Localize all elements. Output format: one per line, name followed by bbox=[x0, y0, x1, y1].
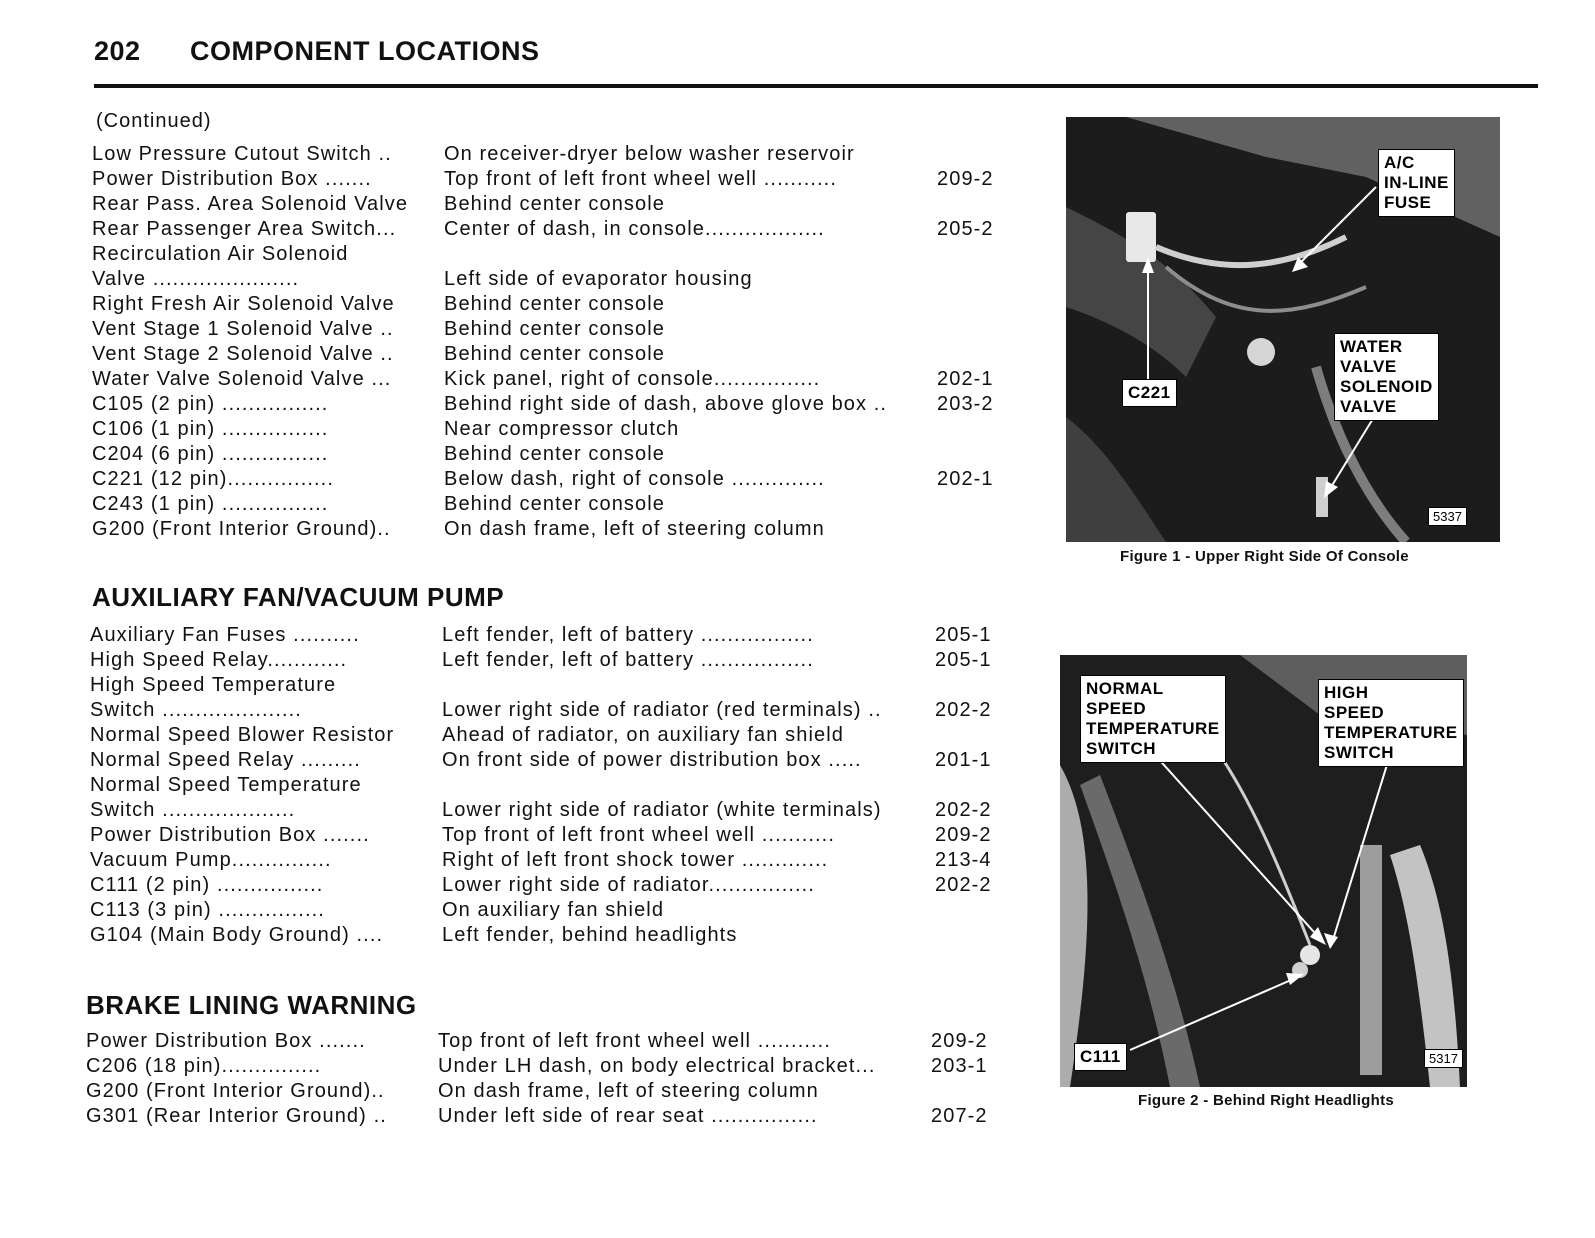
page-header bbox=[94, 36, 1538, 88]
component-location: Ahead of radiator, on auxiliary fan shield bbox=[442, 724, 844, 746]
component-name: Recirculation Air Solenoid bbox=[92, 243, 349, 265]
component-name: G200 (Front Interior Ground).. bbox=[92, 518, 391, 540]
component-name: High Speed Relay............ bbox=[90, 649, 348, 671]
component-location: Behind right side of dash, above glove box .. bbox=[444, 393, 888, 415]
component-location: Left fender, behind headlights bbox=[442, 924, 738, 946]
page-title: COMPONENT LOCATIONS bbox=[190, 36, 540, 66]
diagram-reference: 202-2 bbox=[935, 874, 992, 896]
callout-c111: C111 bbox=[1074, 1043, 1127, 1071]
component-location: Behind center console bbox=[444, 293, 666, 315]
figure-1-photo bbox=[1066, 117, 1500, 542]
component-location: Top front of left front wheel well ........... bbox=[444, 168, 837, 190]
figure-1-number: 5337 bbox=[1428, 507, 1467, 526]
callout-c221: C221 bbox=[1122, 379, 1177, 407]
diagram-reference: 202-2 bbox=[935, 699, 992, 721]
component-name: Vent Stage 1 Solenoid Valve .. bbox=[92, 318, 394, 340]
component-name: C113 (3 pin) ................ bbox=[90, 899, 325, 921]
component-name: Right Fresh Air Solenoid Valve bbox=[92, 293, 395, 315]
diagram-reference: 209-2 bbox=[935, 824, 992, 846]
component-name: C204 (6 pin) ................ bbox=[92, 443, 329, 465]
callout-ac-inline-fuse: A/C IN-LINE FUSE bbox=[1378, 149, 1455, 217]
component-name: Vacuum Pump............... bbox=[90, 849, 332, 871]
figure-1-caption: Figure 1 - Upper Right Side Of Console bbox=[1120, 548, 1409, 565]
component-name: Auxiliary Fan Fuses .......... bbox=[90, 624, 360, 646]
component-name: Switch .................... bbox=[90, 799, 296, 821]
component-name: G104 (Main Body Ground) .... bbox=[90, 924, 384, 946]
component-name: Power Distribution Box ....... bbox=[90, 824, 370, 846]
component-name: C105 (2 pin) ................ bbox=[92, 393, 329, 415]
figure-2-number: 5317 bbox=[1424, 1049, 1463, 1068]
diagram-reference: 201-1 bbox=[935, 749, 992, 771]
diagram-reference: 205-1 bbox=[935, 649, 992, 671]
component-name: Low Pressure Cutout Switch .. bbox=[92, 143, 392, 165]
component-location: Right of left front shock tower ............. bbox=[442, 849, 829, 871]
component-location: On auxiliary fan shield bbox=[442, 899, 665, 921]
component-location: Behind center console bbox=[444, 443, 666, 465]
diagram-reference: 205-2 bbox=[937, 218, 994, 240]
component-location: Lower right side of radiator (red terminals) .. bbox=[442, 699, 882, 721]
callout-normal-speed-temperature-switch: NORMAL SPEED TEMPERATURE SWITCH bbox=[1080, 675, 1226, 763]
component-location: On dash frame, left of steering column bbox=[444, 518, 825, 540]
diagram-reference: 203-2 bbox=[937, 393, 994, 415]
component-name: C206 (18 pin)............... bbox=[86, 1055, 322, 1077]
component-name: Power Distribution Box ....... bbox=[92, 168, 372, 190]
diagram-reference: 202-2 bbox=[935, 799, 992, 821]
diagram-reference: 209-2 bbox=[937, 168, 994, 190]
component-location: Below dash, right of console .............. bbox=[444, 468, 825, 490]
diagram-reference: 202-1 bbox=[937, 368, 994, 390]
component-name: G200 (Front Interior Ground).. bbox=[86, 1080, 385, 1102]
component-location: Top front of left front wheel well ........... bbox=[442, 824, 835, 846]
component-location: On dash frame, left of steering column bbox=[438, 1080, 819, 1102]
component-name: C111 (2 pin) ................ bbox=[90, 874, 324, 896]
component-name: Power Distribution Box ....... bbox=[86, 1030, 366, 1052]
component-location: Center of dash, in console.................. bbox=[444, 218, 825, 240]
continued-label: (Continued) bbox=[96, 110, 212, 132]
component-name: Rear Pass. Area Solenoid Valve bbox=[92, 193, 409, 215]
component-location: Behind center console bbox=[444, 493, 666, 515]
component-location: Left fender, left of battery ................. bbox=[442, 649, 814, 671]
component-location: On receiver-dryer below washer reservoir bbox=[444, 143, 855, 165]
section-title-brake: BRAKE LINING WARNING bbox=[86, 990, 417, 1020]
component-location: Kick panel, right of console................ bbox=[444, 368, 821, 390]
page-number: 202 bbox=[94, 36, 141, 66]
component-location: Under LH dash, on body electrical bracket... bbox=[438, 1055, 876, 1077]
component-name: G301 (Rear Interior Ground) .. bbox=[86, 1105, 387, 1127]
callout-high-speed-temperature-switch: HIGH SPEED TEMPERATURE SWITCH bbox=[1318, 679, 1464, 767]
callout-water-valve-solenoid: WATER VALVE SOLENOID VALVE bbox=[1334, 333, 1439, 421]
component-name: Vent Stage 2 Solenoid Valve .. bbox=[92, 343, 394, 365]
component-location: Left fender, left of battery ................. bbox=[442, 624, 814, 646]
component-location: Behind center console bbox=[444, 343, 666, 365]
component-location: Lower right side of radiator (white terminals) bbox=[442, 799, 882, 821]
figure-2-photo bbox=[1060, 655, 1467, 1087]
component-name: Normal Speed Blower Resistor bbox=[90, 724, 395, 746]
component-location: Behind center console bbox=[444, 318, 666, 340]
component-location: Top front of left front wheel well ........... bbox=[438, 1030, 831, 1052]
component-location: Near compressor clutch bbox=[444, 418, 680, 440]
figure-2-caption: Figure 2 - Behind Right Headlights bbox=[1138, 1092, 1395, 1109]
diagram-reference: 207-2 bbox=[931, 1105, 988, 1127]
diagram-reference: 205-1 bbox=[935, 624, 992, 646]
component-name: C221 (12 pin)................ bbox=[92, 468, 334, 490]
component-name: Normal Speed Temperature bbox=[90, 774, 362, 796]
diagram-reference: 202-1 bbox=[937, 468, 994, 490]
component-name: Water Valve Solenoid Valve ... bbox=[92, 368, 392, 390]
diagram-reference: 213-4 bbox=[935, 849, 992, 871]
component-name: C106 (1 pin) ................ bbox=[92, 418, 329, 440]
component-name: High Speed Temperature bbox=[90, 674, 337, 696]
component-location: Under left side of rear seat ................ bbox=[438, 1105, 818, 1127]
component-name: Switch ..................... bbox=[90, 699, 302, 721]
component-name: Rear Passenger Area Switch... bbox=[92, 218, 397, 240]
component-location: Left side of evaporator housing bbox=[444, 268, 753, 290]
component-name: Valve ...................... bbox=[92, 268, 300, 290]
component-name: Normal Speed Relay ......... bbox=[90, 749, 361, 771]
component-name: C243 (1 pin) ................ bbox=[92, 493, 329, 515]
component-location: Behind center console bbox=[444, 193, 666, 215]
section-title-auxiliary: AUXILIARY FAN/VACUUM PUMP bbox=[92, 582, 505, 612]
diagram-reference: 203-1 bbox=[931, 1055, 988, 1077]
component-location: Lower right side of radiator................ bbox=[442, 874, 815, 896]
component-location: On front side of power distribution box ..... bbox=[442, 749, 862, 771]
diagram-reference: 209-2 bbox=[931, 1030, 988, 1052]
